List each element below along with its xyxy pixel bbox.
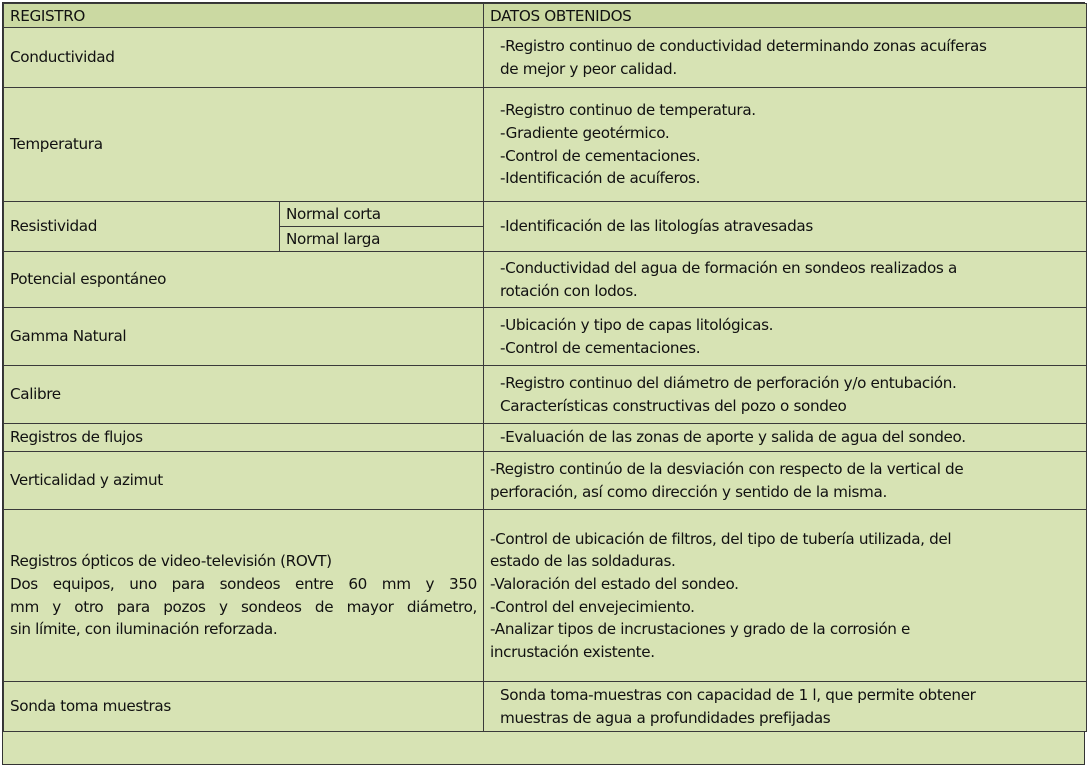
resistividad-normal-larga: Normal larga xyxy=(280,227,484,252)
row-desc-verticalidad xyxy=(484,452,1087,510)
desc-line: -Analizar tipos de incrustaciones y grado de la corrosión e xyxy=(490,620,911,639)
row-desc-temperatura xyxy=(484,88,1087,202)
desc-line: -Registro continúo de la desviación con respecto de la vertical de xyxy=(490,459,964,478)
desc-line: -Valoración del estado del sondeo. xyxy=(490,574,739,593)
table-row xyxy=(4,366,1087,424)
table-row xyxy=(4,424,1087,452)
desc-line: Sonda toma-muestras con capacidad de 1 l, que permite obtener xyxy=(500,685,976,704)
desc-line: -Control de cementaciones. xyxy=(500,338,701,357)
desc-line: estado de las soldaduras. xyxy=(490,552,676,571)
desc-line: incrustación existente. xyxy=(490,642,655,661)
desc-line: -Registro continuo de conductividad determinando zonas acuíferas xyxy=(500,36,987,55)
row-label-verticalidad: Verticalidad y azimut xyxy=(4,452,484,510)
header-row xyxy=(4,4,1087,28)
desc-line: -Evaluación de las zonas de aporte y salida de agua del sondeo. xyxy=(500,428,966,447)
row-label-calibre: Calibre xyxy=(4,366,484,424)
desc-line: -Ubicación y tipo de capas litológicas. xyxy=(500,315,774,334)
rovt-desc-line: mm y otro para pozos y sondeos de mayor diámetro, xyxy=(10,597,477,616)
desc-line: -Identificación de las litologías atravesadas xyxy=(500,217,813,236)
rovt-desc-line: sin límite, con iluminación reforzada. xyxy=(10,620,278,639)
desc-line: de mejor y peor calidad. xyxy=(500,59,677,78)
row-desc-rovt xyxy=(484,510,1087,682)
row-desc-flujos xyxy=(484,424,1087,452)
row-desc-sonda xyxy=(484,682,1087,732)
row-desc-resistividad xyxy=(484,202,1087,252)
row-desc-conductividad xyxy=(484,28,1087,88)
row-label-sonda: Sonda toma muestras xyxy=(4,682,484,732)
table-row xyxy=(4,510,1087,682)
row-label-conductividad: Conductividad xyxy=(4,28,484,88)
table-row xyxy=(4,202,1087,227)
desc-line: -Registro continuo de temperatura. xyxy=(500,101,756,120)
rovt-desc-line: Dos equipos, uno para sondeos entre 60 mm y 350 xyxy=(10,574,477,593)
table-row xyxy=(4,88,1087,202)
desc-line: Características constructivas del pozo o sondeo xyxy=(500,396,847,415)
rovt-title: Registros ópticos de video-televisión (ROVT) xyxy=(10,552,332,571)
header-registro: REGISTRO xyxy=(4,4,484,28)
desc-line: perforación, así como dirección y sentido de la misma. xyxy=(490,482,887,501)
row-desc-calibre xyxy=(484,366,1087,424)
desc-line: -Control de cementaciones. xyxy=(500,146,701,165)
row-label-flujos: Registros de flujos xyxy=(4,424,484,452)
row-label-resistividad: Resistividad xyxy=(4,202,280,252)
row-label-rovt xyxy=(4,510,484,682)
resistividad-normal-corta: Normal corta xyxy=(280,202,484,227)
registro-table xyxy=(3,3,1087,732)
table-row xyxy=(4,252,1087,308)
desc-line: -Control del envejecimiento. xyxy=(490,597,695,616)
desc-line: -Control de ubicación de filtros, del tipo de tubería utilizada, del xyxy=(490,529,952,548)
table-row xyxy=(4,308,1087,366)
row-desc-potencial xyxy=(484,252,1087,308)
row-label-potencial: Potencial espontáneo xyxy=(4,252,484,308)
row-label-temperatura: Temperatura xyxy=(4,88,484,202)
desc-line: -Identificación de acuíferos. xyxy=(500,169,701,188)
desc-line: muestras de agua a profundidades prefijadas xyxy=(500,708,831,727)
row-desc-gamma xyxy=(484,308,1087,366)
row-label-gamma: Gamma Natural xyxy=(4,308,484,366)
desc-line: rotación con lodos. xyxy=(500,281,638,300)
desc-line: -Conductividad del agua de formación en sondeos realizados a xyxy=(500,258,957,277)
desc-line: -Registro continuo del diámetro de perforación y/o entubación. xyxy=(500,373,957,392)
table-row xyxy=(4,682,1087,732)
table-row xyxy=(4,452,1087,510)
header-datos-obtenidos: DATOS OBTENIDOS xyxy=(484,4,1087,28)
table-row xyxy=(4,28,1087,88)
desc-line: -Gradiente geotérmico. xyxy=(500,123,670,142)
